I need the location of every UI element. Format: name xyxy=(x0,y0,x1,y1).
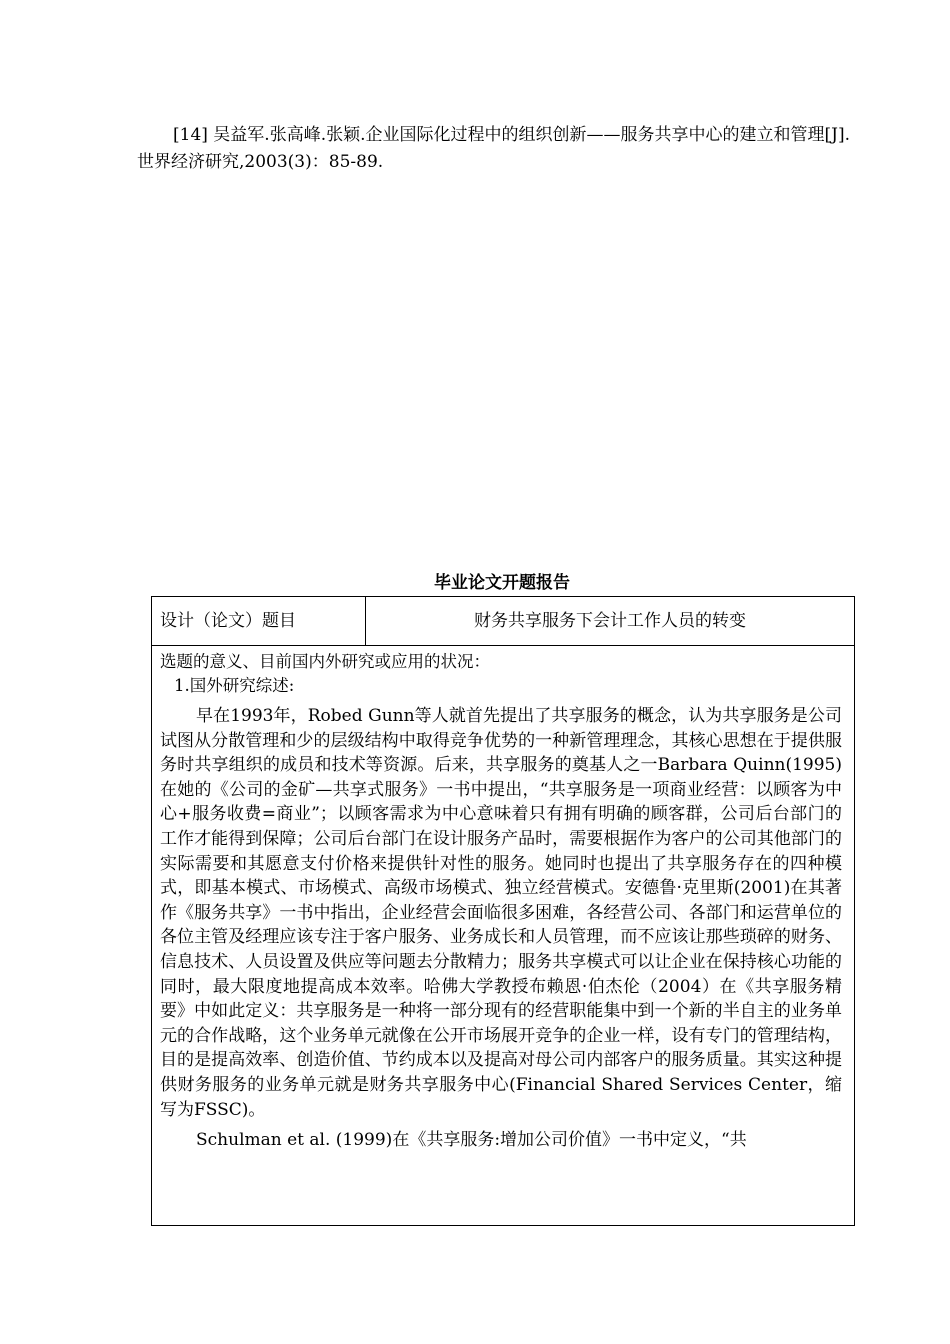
subsection-heading: 1.国外研究综述: xyxy=(174,676,295,695)
paragraph: Schulman et al. (1999)在《共享服务:增加公司价值》一书中定义，“共 xyxy=(196,1130,747,1151)
topic-label: 设计（论文）题目 xyxy=(152,597,366,646)
paragraph: 早在1993年，Robed Gunn等人就首先提出了共享服务的概念，认为共享服务是公司试图从分散管理和少的层级结构中取得竞争优势的一种新管理理念，其核心思想在于提供服务时共享组织的成员和技术等资源。后来，共享服务的奠基人之一Barbara Quinn(1995)在她的《公司的金矿—共享式服务》一书中提出，“共享服务是一项商业经营：以顾客为中心+服务收费=商业”；以顾客需求为中心意味着只有拥有明确的顾客群，公司后台部门的工作才能得到保障；公司后台部门在设计服务产品时，需要根据作为客户的公司其他部门的实际需要和其愿意支付价格来提供针对性的服务。她同时也提出了共享服务存在的四种模式，即基本模式、市场模式、高级市场模式、独立经营模式。安德鲁·克里斯(2001)在其著作《服务共享》一书中指出，企业经营会面临很多困难，各经营公司、各部门和运营单位的各位主管及经理应该专注于客户服务、业务成长和人员管理，而不应该让那些琐碎的财务、信息技术、人员设置及供应等问题去分散精力；服务共享模式可以让企业在保持核心功能的同时，最大限度地提高成本效率。哈佛大学教授布赖恩·伯杰伦（2004）在《共享服务精要》中如此定义：共享服务是一种将一部分现有的经营职能集中到一个新的半自主的业务单元的合作战略，这个业务单元就像在公开市场展开竞争的企业一样，设有专门的管理结构，目的是提高效率、创造价值、节约成本以及提高对母公司内部客户的服务质量。其实这种提供财务服务的业务单元就是财务共享服务中心(Financial Shared Services Center，缩写为FSSC)。 xyxy=(160,706,842,1120)
topic-row xyxy=(152,597,855,646)
topic-value: 财务共享服务下会计工作人员的转变 xyxy=(366,597,855,646)
section-heading: 选题的意义、目前国内外研究或应用的状况： xyxy=(160,652,490,671)
research-body xyxy=(152,646,855,1226)
report-title: 毕业论文开题报告 xyxy=(434,573,570,593)
reference-entry xyxy=(137,122,857,176)
body-row xyxy=(152,646,855,1226)
reference-text: [14] 吴益军.张高峰.张颖.企业国际化过程中的组织创新——服务共享中心的建立和管理[J].世界经济研究,2003(3)：85-89. xyxy=(137,125,850,172)
proposal-table xyxy=(151,596,855,1226)
